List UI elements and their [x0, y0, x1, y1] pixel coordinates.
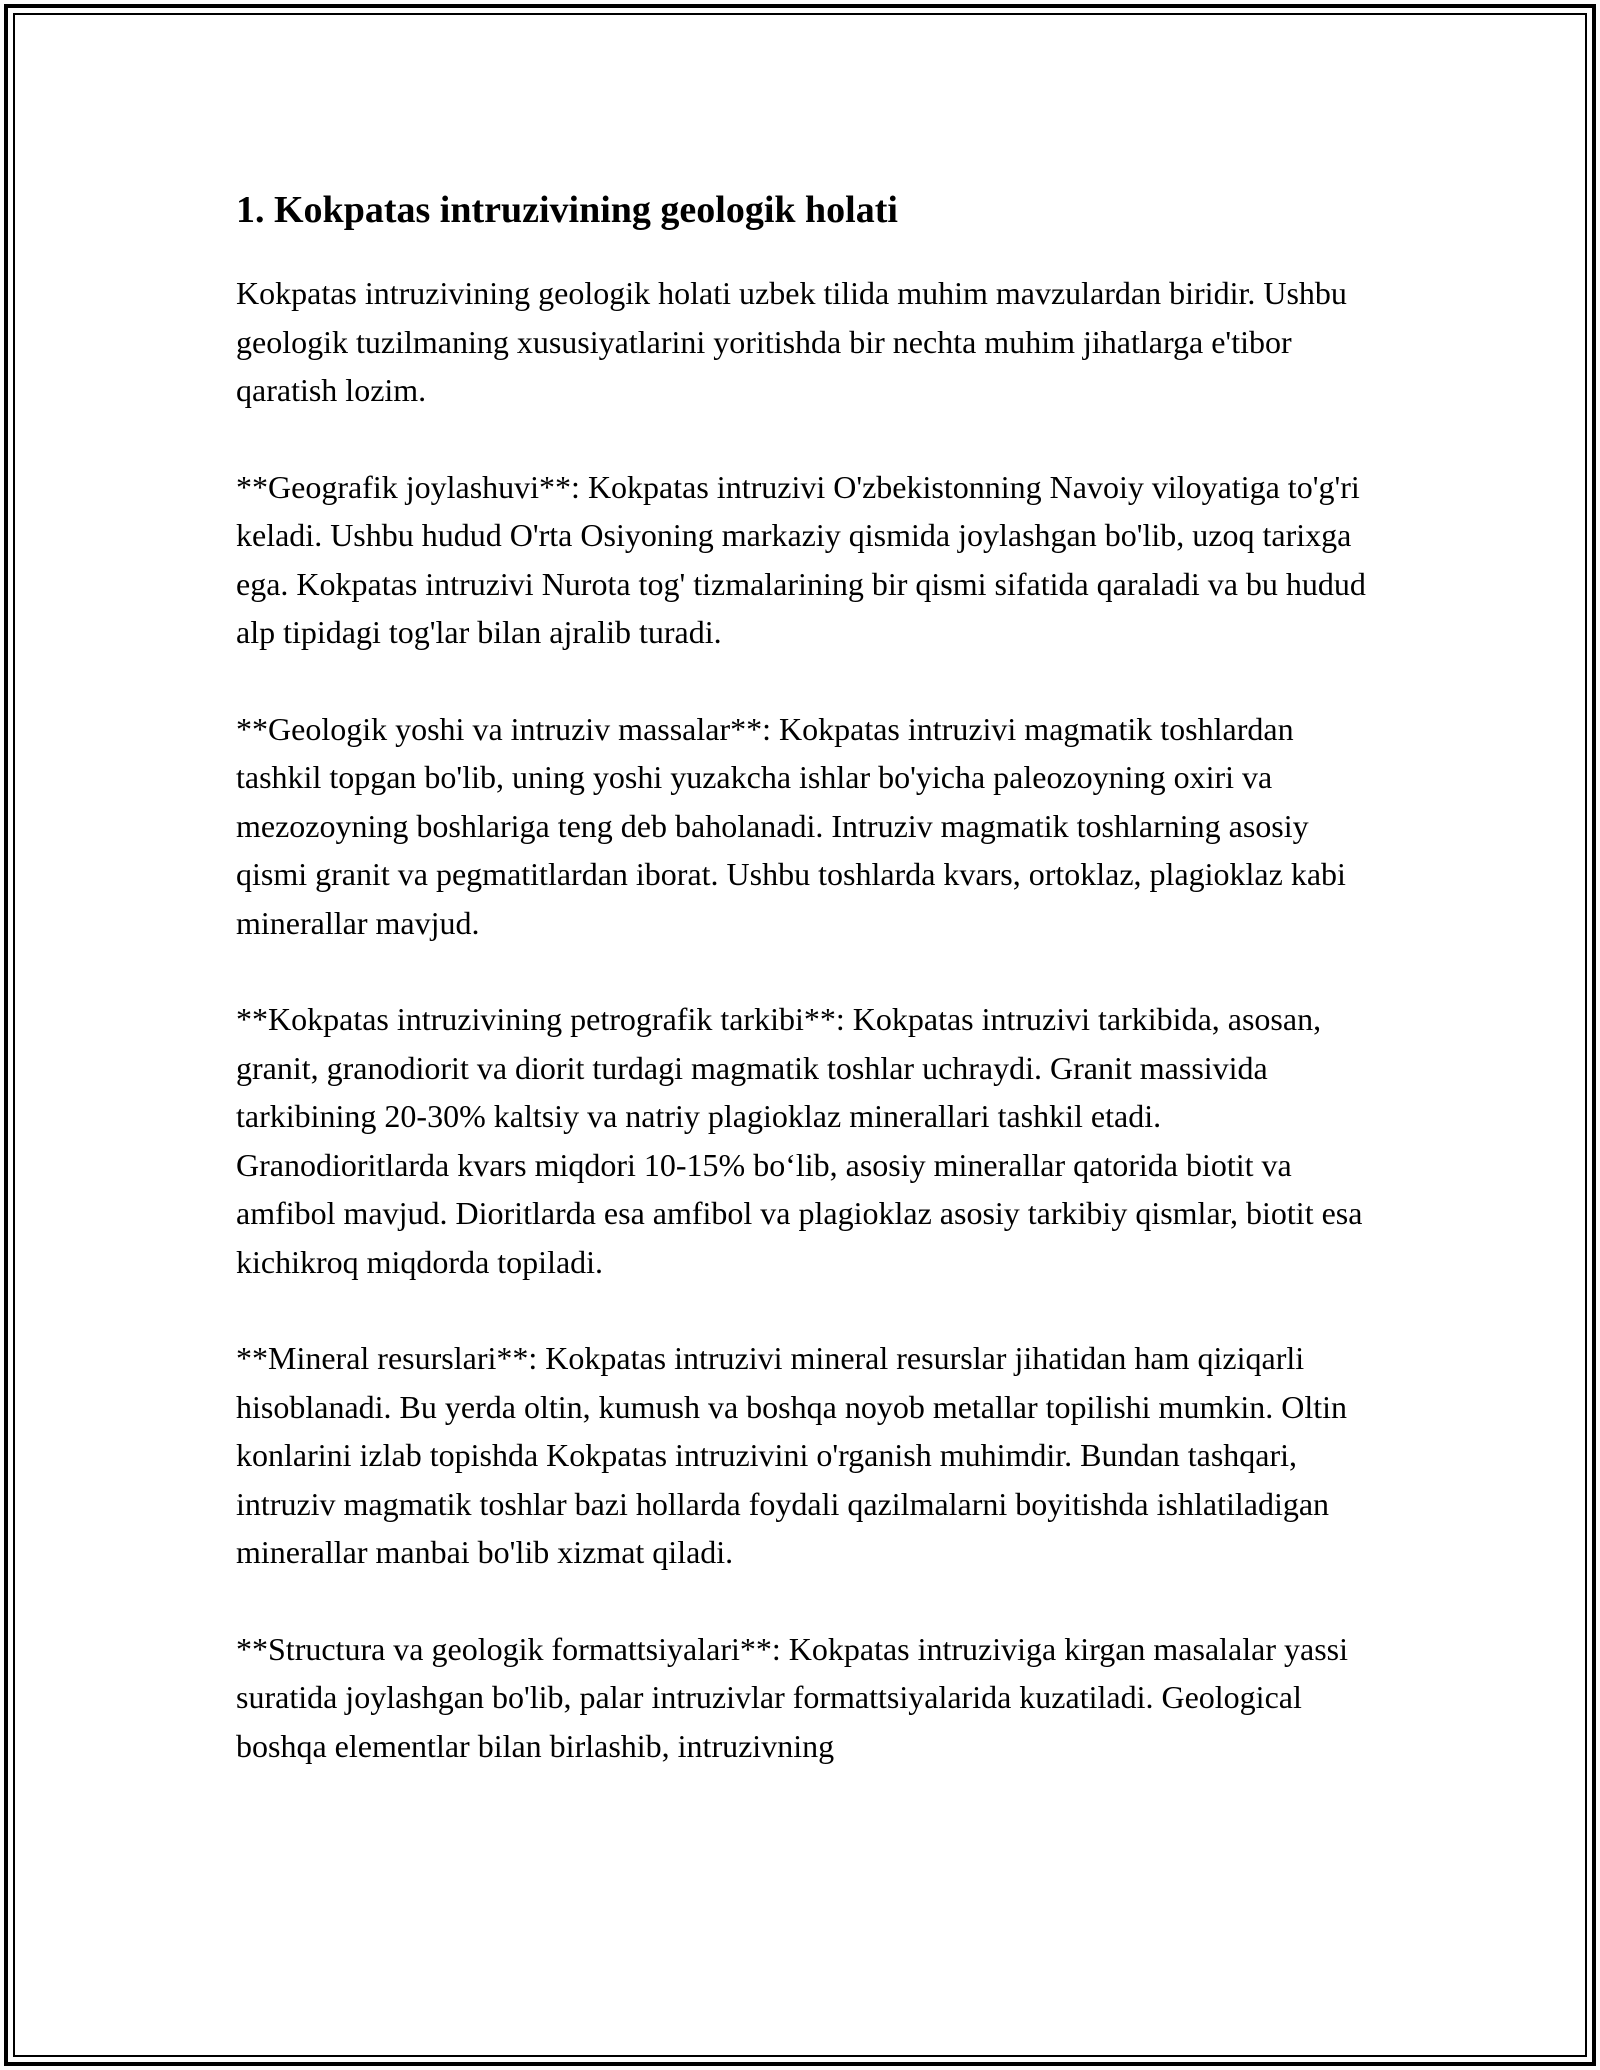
paragraph-structura: **Structura va geologik formattsiyalari**: Kokpatas intruziviga kirgan masalalar yassi suratida joylashgan bo'lib, palar intruzivlar formattsiyalarida kuzatiladi. Geological boshqa elementlar bilan birlashib, intruzivning	[236, 1630, 1348, 1764]
paragraph-geografik-joylashuvi: **Geografik joylashuvi**: Kokpatas intruzivi O'zbekistonning Navoiy viloyatiga to'g'ri keladi. Ushbu hudud O'rta Osiyoning markaziy qismida joylashgan bo'lib, uzoq tarixga ega. Kokpatas intruzivi Nurota tog' tizmalarining bir qismi sifatida qaraladi va bu hudud alp tipidagi tog'lar bilan ajralib turadi.	[236, 468, 1366, 650]
paragraph-petrografik-tarkibi: **Kokpatas intruzivining petrografik tarkibi**: Kokpatas intruzivi tarkibida, asosan, granit, granodiorit va diorit turdagi magmatik toshlar uchraydi. Granit massivida tarkibining 20-30% kaltsiy va natriy plagioklaz minerallari tashkil etadi. Granodioritlarda kvars miqdori 10-15% bo‘lib, asosiy minerallar qatorida biotit va amfibol mavjud. Dioritlarda esa amfibol va plagioklaz asosiy tarkibiy qismlar, biotit esa kichikroq miqdorda topiladi.	[236, 1001, 1363, 1280]
paragraph-geologik-yoshi: **Geologik yoshi va intruziv massalar**: Kokpatas intruzivi magmatik toshlardan tashkil topgan bo'lib, uning yoshi yuzakcha ishlar bo'yicha paleozoyning oxiri va mezozoyning boshlariga teng deb baholanadi. Intruziv magmatik toshlarning asosiy qismi granit va pegmatitlardan iborat. Ushbu toshlarda kvars, ortoklaz, plagioklaz kabi minerallar mavjud.	[236, 710, 1346, 941]
paragraph-intro: Kokpatas intruzivining geologik holati uzbek tilida muhim mavzulardan biridir. Ushbu geologik tuzilmaning xususiyatlarini yoritishda bir nechta muhim jihatlarga e'tibor qaratish lozim.	[236, 275, 1347, 408]
section-heading: 1. Kokpatas intruzivining geologik holati	[236, 189, 898, 231]
paragraph-mineral-resurslari: **Mineral resurslari**: Kokpatas intruzivi mineral resurslar jihatidan ham qiziqarli hisoblanadi. Bu yerda oltin, kumush va boshqa noyob metallar topilishi mumkin. Oltin konlarini izlab topishda Kokpatas intruzivini o'rganish muhimdir. Bundan tashqari, intruziv magmatik toshlar bazi hollarda foydali qazilmalarni boyitishda ishlatiladigan minerallar manbai bo'lib xizmat qiladi.	[236, 1340, 1347, 1570]
document-body	[236, 185, 1376, 1818]
